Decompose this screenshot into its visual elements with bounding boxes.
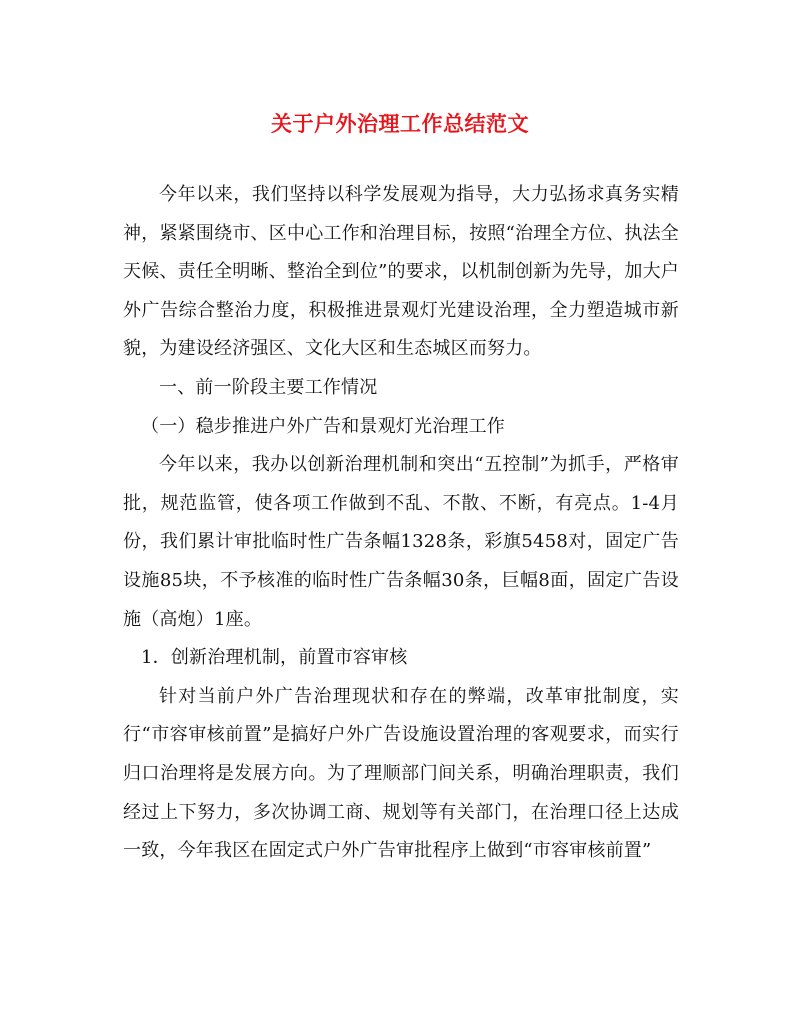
- paragraph-intro: 今年以来，我们坚持以科学发展观为指导，大力弘扬求真务实精神，紧紧围绕市、区中心工作和治理目标，按照“治理全方位、执法全天候、责任全明晰、整治全到位”的要求，以机制创新为先导，加大户外广告综合整治力度，积极推进景观灯光建设治理，全力塑造城市新貌，为建设经济强区、文化大区和生态城区而努力。: [123, 184, 679, 360]
- section-heading-1: 一、前一阶段主要工作情况: [159, 376, 378, 398]
- subsection-heading-1: （一）稳步推进户外广告和景观灯光治理工作: [141, 415, 505, 437]
- item-heading-1: 1．创新治理机制，前置市容审核: [141, 647, 408, 669]
- paragraph-mechanism: 针对当前户外广告治理现状和存在的弊端，改革审批制度，实行“市容审核前置”是搞好户外广告设施设置治理的客观要求，而实行归口治理将是发展方向。为了理顺部门间关系，明确治理职责，我们经过上下努力，多次协调工商、规划等有关部门，在治理口径上达成一致，今年我区在固定式户外广告审批程序上做到“市容审核前置”: [123, 685, 679, 862]
- document-title: 关于户外治理工作总结范文: [271, 111, 529, 136]
- paragraph-work-summary: 今年以来，我办以创新治理机制和突出“五控制”为抓手，严格审批，规范监管，使各项工作做到不乱、不散、不断，有亮点。1-4月份，我们累计审批临时性广告条幅1328条，彩旗5458对，固定广告设施85块，不予核准的临时性广告条幅30条，巨幅8面，固定广告设施（高炮）1座。: [123, 454, 679, 630]
- document-body: [123, 176, 679, 871]
